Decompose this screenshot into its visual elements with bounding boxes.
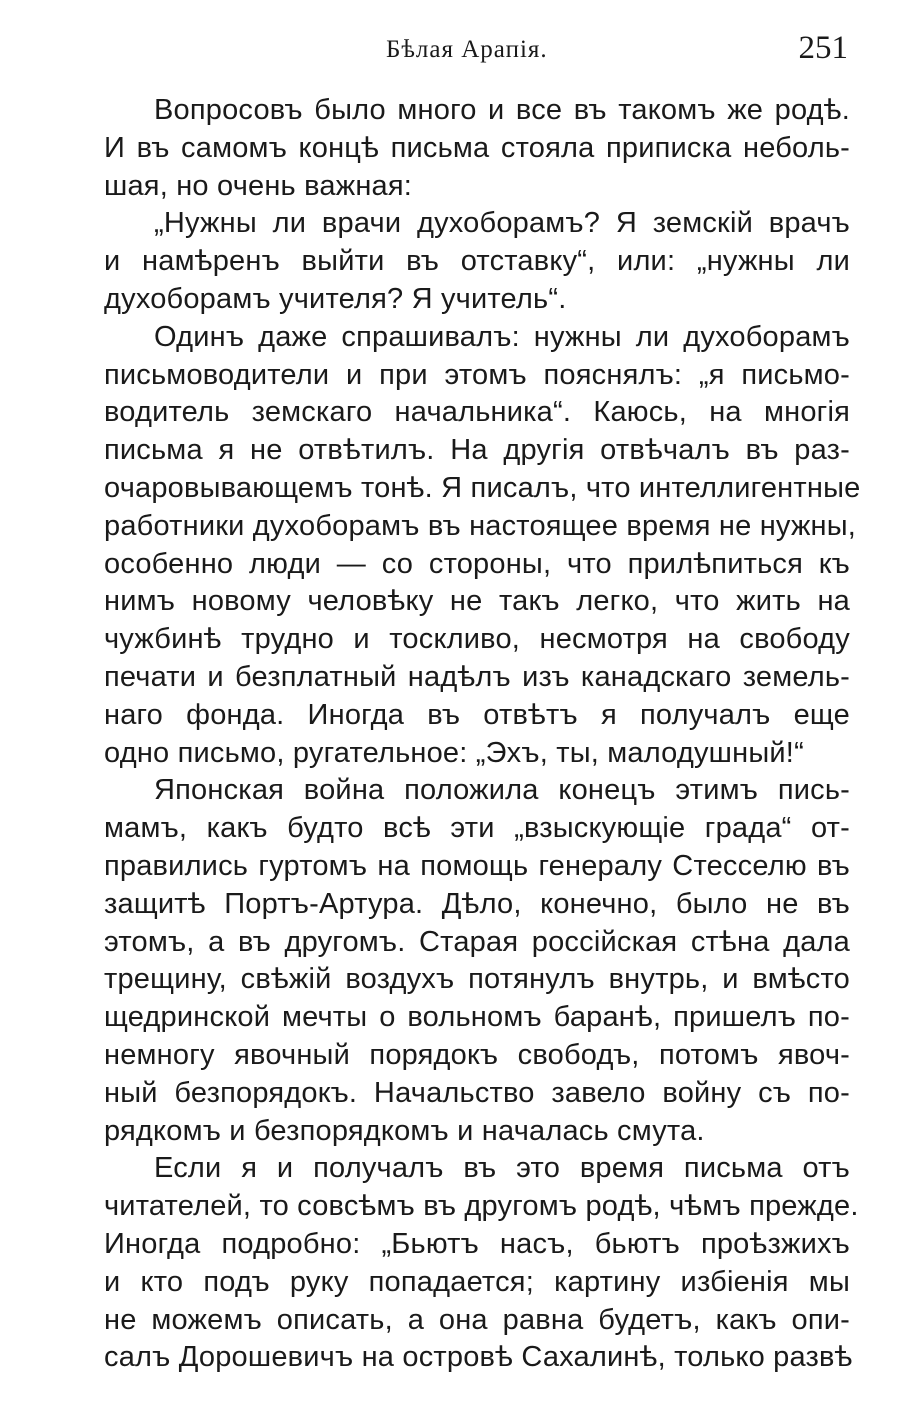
text-line: защитѣ Портъ-Артура. Дѣло, конечно, было не въ — [104, 887, 850, 920]
text-line: ный безпорядокъ. Начальство завело войну съ по- — [104, 1076, 850, 1109]
text-line: не можемъ описать, а она равна будетъ, какъ опи- — [104, 1303, 850, 1336]
text-line: и намѣренъ выйти въ отставку“, или: „нужны ли — [104, 245, 850, 278]
paragraph — [104, 772, 850, 1150]
text-line: Вопросовъ было много и все въ такомъ же родѣ. — [154, 94, 850, 126]
text-line: шая, но очень важная: — [104, 169, 413, 202]
text-line: одно письмо, ругательное: „Эхъ, ты, малодушный!“ — [104, 736, 804, 769]
text-line: Японская война положила конецъ этимъ пись- — [154, 774, 850, 807]
text-line: немногу явочный порядокъ свободъ, потомъ явоч- — [104, 1038, 850, 1071]
text-line: И въ самомъ концѣ письма стояла приписка неболь- — [104, 131, 850, 164]
text-line: Одинъ даже спрашивалъ: нужны ли духоборамъ — [154, 320, 850, 353]
text-line: Если я и получалъ въ это время письма отъ — [154, 1152, 850, 1185]
text-line: письмоводители и при этомъ пояснялъ: „я письмо- — [104, 358, 850, 391]
text-line: водитель земскаго начальника“. Каюсь, на многія — [104, 396, 850, 429]
body-text — [104, 92, 861, 1377]
text-line: очаровывающемъ тонѣ. Я писалъ, что интеллигентные — [104, 471, 861, 504]
text-line: печати и безплатный надѣлъ изъ канадскаго земель- — [104, 660, 850, 693]
text-line: рядкомъ и безпорядкомъ и началась смута. — [104, 1114, 705, 1147]
page-number: 251 — [798, 30, 848, 66]
paragraph — [104, 205, 850, 318]
paragraph — [104, 1150, 859, 1377]
text-line: правились гуртомъ на помощь генералу Стесселю въ — [104, 849, 850, 882]
text-line: „Нужны ли врачи духоборамъ? Я земскій врачъ — [154, 207, 850, 240]
text-line: этомъ, а въ другомъ. Старая россійская стѣна дала — [104, 925, 850, 958]
text-line: духоборамъ учителя? Я учитель“. — [104, 282, 567, 315]
text-line: щедринской мечты о вольномъ баранѣ, пришелъ по- — [104, 1001, 850, 1034]
text-line: наго фонда. Иногда въ отвѣтъ я получалъ еще — [104, 698, 850, 731]
text-line: читателей, то совсѣмъ въ другомъ родѣ, чѣмъ прежде. — [104, 1190, 859, 1223]
running-title: Бѣлая Арапія. — [386, 36, 548, 63]
text-line: нимъ новому человѣку не такъ легко, что жить на — [104, 585, 850, 618]
text-line: салъ Дорошевичъ на островѣ Сахалинѣ, только развѣ — [104, 1341, 853, 1374]
text-line: чужбинѣ трудно и тоскливо, несмотря на свободу — [104, 623, 850, 656]
paragraph — [104, 92, 850, 205]
text-line: и кто подъ руку попадается; картину избіенія мы — [104, 1265, 850, 1298]
paragraph — [104, 319, 861, 773]
text-line: Иногда подробно: „Бьютъ насъ, бьютъ проѣзжихъ — [104, 1227, 850, 1260]
text-line: работники духоборамъ въ настоящее время не нужны, — [104, 509, 857, 542]
text-line: письма я не отвѣтилъ. На другія отвѣчалъ въ раз- — [104, 434, 850, 467]
text-line: трещину, свѣжій воздухъ потянулъ внутрь, и вмѣсто — [104, 963, 850, 996]
running-head — [104, 30, 848, 74]
text-line: особенно люди — со стороны, что прилѣпиться къ — [104, 547, 850, 580]
text-line: мамъ, какъ будто всѣ эти „взыскующіе града“ от- — [104, 812, 850, 845]
